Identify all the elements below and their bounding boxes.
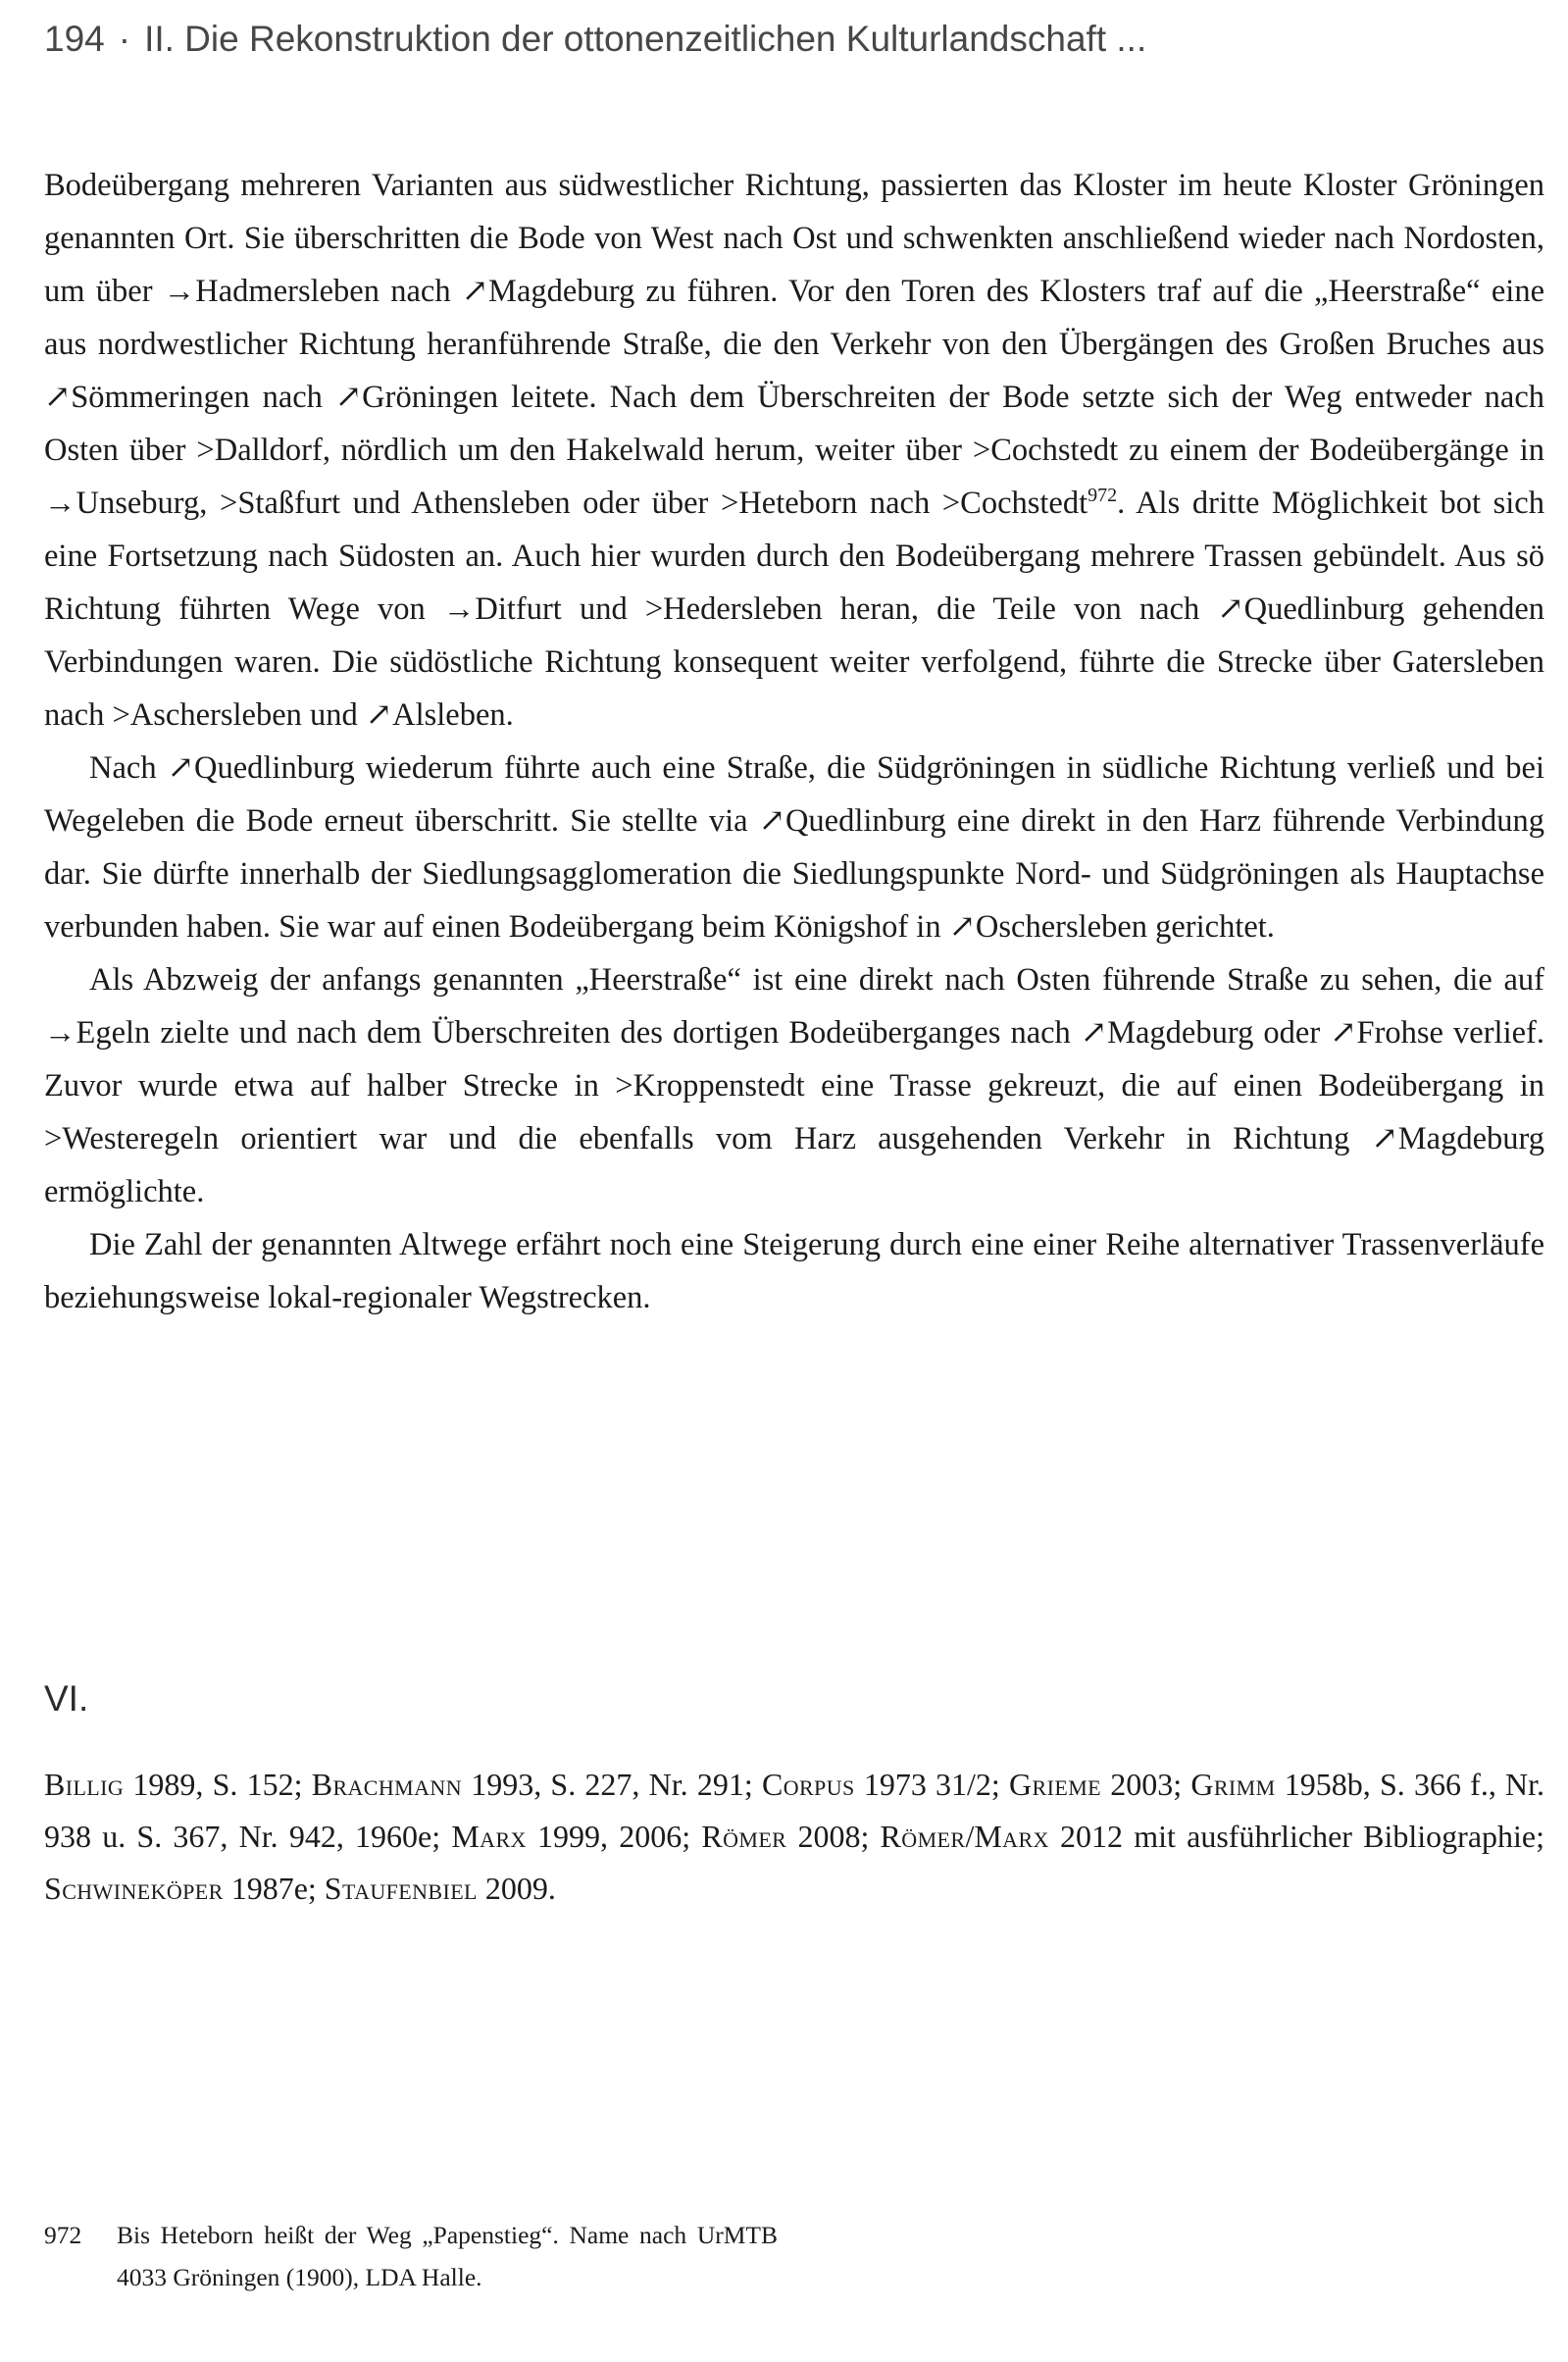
- main-text-block: [44, 159, 1544, 1324]
- chapter-title: II. Die Rekonstruktion der ottonenzeitlichen Kulturlandschaft ...: [144, 19, 1147, 59]
- footnote-number: 972: [44, 2221, 82, 2249]
- footnote: [44, 2214, 778, 2298]
- footnote-text: Bis Heteborn heißt der Weg „Papenstieg“. Name nach UrMTB 4033 Gröningen (1900), LDA Halle.: [117, 2221, 778, 2291]
- running-head: [44, 20, 1146, 59]
- paragraph-3: Als Abzweig der anfangs genannten „Heerstraße“ ist eine direkt nach Osten führende Straße zu sehen, die auf →Egeln zielte und nach dem Überschreiten des dortigen Bodeüberganges nach ↗Magdeburg oder ↗Frohse verlief. Zuvor wurde etwa auf halber Strecke in >Kroppenstedt eine Trasse gekreuzt, die auf einen Bodeübergang in >Westeregeln orientiert war und die ebenfalls vom Harz ausgehenden Verkehr in Richtung ↗Magdeburg ermöglichte.: [44, 962, 1544, 1209]
- page-number: 194: [44, 19, 105, 59]
- header-separator: ·: [118, 19, 131, 59]
- paragraph-2: Nach ↗Quedlinburg wiederum führte auch eine Straße, die Südgröningen in südliche Richtung verließ und bei Wegeleben die Bode erneut überschritt. Sie stellte via ↗Quedlinburg eine direkt in den Harz führende Verbindung dar. Sie dürfte innerhalb der Siedlungsagglomeration die Siedlungspunkte Nord- und Südgröningen als Hauptachse verbunden haben. Sie war auf einen Bodeübergang beim Königshof in ↗Oschersleben gerichtet.: [44, 750, 1544, 945]
- bibliography: Billig 1989, S. 152; Brachmann 1993, S. 227, Nr. 291; Corpus 1973 31/2; Grieme 2003; Grimm 1958b, S. 366 f., Nr. 938 u. S. 367, Nr. 942, 1960e; Marx 1999, 2006; Römer 2008; Römer/Marx 2012 mit ausführlicher Bibliographie; Schwineköper 1987e; Staufenbiel 2009.: [44, 1767, 1545, 1906]
- section-heading: VI.: [44, 1678, 89, 1719]
- paragraph-4: Die Zahl der genannten Altwege erfährt noch eine Steigerung durch eine einer Reihe alternativer Trassenverläufe beziehungsweise lokal-regionaler Wegstrecken.: [44, 1227, 1544, 1315]
- paragraph-1: Bodeübergang mehreren Varianten aus südwestlicher Richtung, passierten das Kloster im heute Kloster Gröningen genannten Ort. Sie überschritten die Bode von West nach Ost und schwenkten anschließend wieder nach Nordosten, um über →Hadmersleben nach ↗Magdeburg zu führen. Vor den Toren des Klosters traf auf die „Heerstraße“ eine aus nordwestlicher Richtung heranführende Straße, die den Verkehr von den Übergängen des Großen Bruches aus ↗Sömmeringen nach ↗Gröningen leitete. Nach dem Überschreiten der Bode setzte sich der Weg entweder nach Osten über >Dalldorf, nördlich um den Hakelwald herum, weiter über >Cochstedt zu einem der Bodeübergänge in →Unseburg, >Staßfurt und Athensleben oder über >Heteborn nach >Cochstedt$^{972}$. Als dritte Möglichkeit bot sich eine Fortsetzung nach Südosten an. Auch hier wurden durch den Bodeübergang mehrere Trassen gebündelt. Aus sö Richtung führten Wege von →Ditfurt und >Hedersleben heran, die Teile von nach ↗Quedlinburg gehenden Verbindungen waren. Die südöstliche Richtung konsequent weiter verfolgend, führte die Strecke über Gatersleben nach >Aschersleben und ↗Alsleben.: [44, 168, 1544, 733]
